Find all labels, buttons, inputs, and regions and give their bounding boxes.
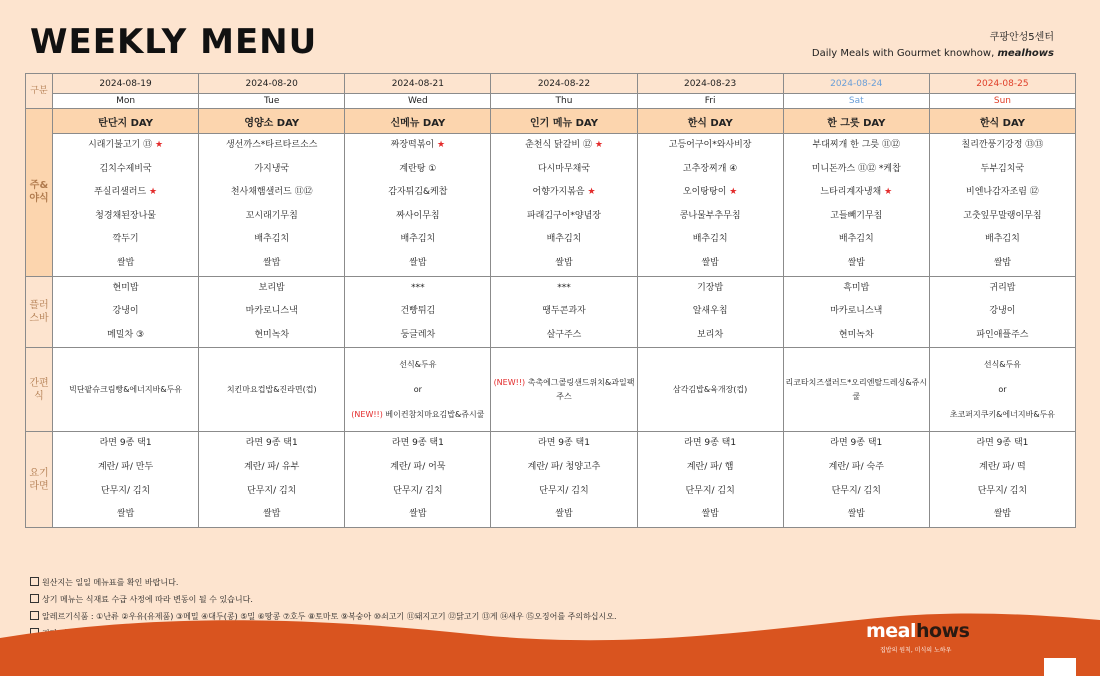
menu-item: 단무지/ 김치 <box>100 485 151 496</box>
menu-item: 계란/ 파/ 청양고추 <box>527 461 601 472</box>
menu-item: 쌀밥 <box>993 509 1012 520</box>
menu-item: 파래김구이*양념장 <box>526 210 602 221</box>
menu-item: 배추김치 <box>546 234 582 245</box>
snack-cell <box>491 348 637 432</box>
menu-item: 기장밥 <box>697 282 724 293</box>
ramen-cell <box>637 432 783 527</box>
theme-cell: 한식 DAY <box>637 109 783 134</box>
menu-item: 미니돈까스 ⑪⑫ *케찹 <box>811 163 901 174</box>
plus-bar-cell <box>345 276 491 348</box>
menu-item: 계란/ 파/ 유부 <box>244 461 300 472</box>
menu-item: 배추김치 <box>692 234 728 245</box>
menu-item: 마카로니스낵 <box>245 306 298 317</box>
menu-item: 배추김치 <box>254 234 290 245</box>
menu-item: 김치수제비국 <box>99 163 152 174</box>
theme-cell: 인기 메뉴 DAY <box>491 109 637 134</box>
menu-item: 오이탕탕이 ★ <box>682 187 738 198</box>
theme-cell: 신메뉴 DAY <box>345 109 491 134</box>
menu-item: 쌀밥 <box>263 257 281 268</box>
ramen-cell <box>929 432 1075 527</box>
category-plus: 플러스바 <box>26 276 53 348</box>
checkbox-icon <box>30 577 39 586</box>
ramen-cell <box>491 432 637 527</box>
menu-item: 알새우칩 <box>692 306 728 317</box>
brand-slogan: 집밥의 원칙, 미식의 노하우 <box>880 647 952 654</box>
menu-item: 파인애플주스 <box>976 329 1029 340</box>
menu-item: 강냉이 <box>112 306 139 317</box>
plus-bar-row <box>26 276 1076 348</box>
plus-bar-cell <box>637 276 783 348</box>
date-cell: 2024-08-21 <box>345 74 491 94</box>
menu-item: 계란/ 파/ 만두 <box>97 461 154 472</box>
menu-item: 느타리계자냉채 ★ <box>820 187 893 198</box>
menu-item: 시래기불고기 ⑬ ★ <box>88 140 164 150</box>
menu-item: 춘천식 닭갈비 ⑫ ★ <box>525 140 603 150</box>
main-meal-cell <box>491 134 637 277</box>
plus-bar-cell <box>783 276 929 348</box>
snack-line: 치킨마요컵밥&진라면(컵) <box>226 384 317 394</box>
category-ramen: 요기라면 <box>26 432 53 527</box>
menu-item: 가지냉국 <box>254 163 290 174</box>
star-icon: ★ <box>436 140 446 150</box>
menu-item: 라면 9종 택1 <box>99 438 152 449</box>
snack-cell <box>929 348 1075 432</box>
main-meal-row <box>26 134 1076 277</box>
snack-cell <box>53 348 199 432</box>
menu-item: 라면 9종 택1 <box>976 438 1029 449</box>
page-title: WEEKLY MENU <box>30 22 318 62</box>
plus-bar-cell <box>491 276 637 348</box>
new-badge: (NEW!!) <box>493 377 526 387</box>
menu-item: 보리차 <box>697 329 724 340</box>
snack-cell <box>783 348 929 432</box>
menu-item: 보리밥 <box>258 282 285 293</box>
tagline-text: Daily Meals with Gourmet knowhow, <box>811 48 995 59</box>
note-item: 상기 메뉴는 식재료 수급 사정에 따라 변동이 될 수 있습니다. <box>30 591 617 608</box>
menu-item: 짜사이무침 <box>396 210 440 221</box>
menu-item: 생선까스*타르타르소스 <box>225 140 318 150</box>
theme-row <box>26 109 1076 134</box>
menu-item: 현미녹차 <box>838 329 874 340</box>
main-meal-cell <box>637 134 783 277</box>
menu-item: 살구주스 <box>546 329 582 340</box>
menu-item: 쌀밥 <box>847 509 865 520</box>
menu-item: 배추김치 <box>985 234 1020 245</box>
menu-item: 쌀밥 <box>555 509 573 520</box>
weekday-cell-saturday: Sat <box>783 94 929 109</box>
center-name: 쿠팡안성5센터 <box>989 32 1054 43</box>
menu-item: 깍두기 <box>112 234 139 245</box>
date-cell: 2024-08-20 <box>199 74 345 94</box>
theme-cell: 영양소 DAY <box>199 109 345 134</box>
snack-line: (NEW!!) 촉촉에그콜링샌드위치&과일팩주스 <box>493 377 635 401</box>
menu-item: 땡두콘과자 <box>542 306 586 317</box>
menu-item: 짜장떡볶이 ★ <box>390 140 446 150</box>
star-icon: ★ <box>884 187 893 198</box>
snack-line: 리코타치즈샐러드*오리엔탈드레싱&쥬시쿨 <box>785 377 928 401</box>
star-icon: ★ <box>729 187 738 198</box>
menu-item: 단무지/ 김치 <box>247 485 297 496</box>
menu-item: 단무지/ 김치 <box>685 485 735 496</box>
menu-item: 현미밥 <box>112 282 139 293</box>
menu-item: 천사채햄샐러드 ⑪⑫ <box>230 187 313 198</box>
main-meal-cell <box>929 134 1075 277</box>
menu-item: 흑미밥 <box>843 282 870 293</box>
date-cell: 2024-08-19 <box>53 74 199 94</box>
menu-item: 귀리밥 <box>989 282 1016 293</box>
plus-bar-cell <box>929 276 1075 348</box>
menu-item: 강냉이 <box>989 306 1016 317</box>
menu-item: 라면 9종 택1 <box>391 438 444 449</box>
menu-item: 두부김치국 <box>980 163 1025 174</box>
snack-row <box>26 348 1076 432</box>
menu-item: 쌀밥 <box>116 509 135 520</box>
menu-item: 둥글레차 <box>400 329 436 340</box>
corner-label: 구분 <box>26 74 53 109</box>
snack-line: 삼각김밥&육개장(컵) <box>672 384 748 394</box>
theme-cell: 탄단지 DAY <box>53 109 199 134</box>
menu-item: 부대찌개 한 그릇 ⑪⑫ <box>812 140 900 150</box>
date-cell-sunday: 2024-08-25 <box>929 74 1075 94</box>
tagline-brand: mealhows <box>997 48 1054 59</box>
brand-logo: mealhows <box>866 620 970 642</box>
note-item: 원산지는 일일 메뉴표를 확인 바랍니다. <box>30 574 617 591</box>
main-meal-cell <box>783 134 929 277</box>
menu-item: 감자튀김&케찹 <box>388 187 448 198</box>
menu-item: 배추김치 <box>400 234 436 245</box>
weekday-cell: Thu <box>491 94 637 109</box>
weekday-cell-sunday: Sun <box>929 94 1075 109</box>
menu-item: 고등어구이*와사비장 <box>668 140 752 150</box>
snack-cell <box>345 348 491 432</box>
menu-item: 단무지/ 김치 <box>539 485 589 496</box>
menu-item: 비엔나감자조림 ⑫ <box>966 187 1039 198</box>
menu-item: 청경채된장나물 <box>95 210 156 221</box>
ramen-cell <box>783 432 929 527</box>
menu-item: 고춧잎무말랭이무침 <box>963 210 1042 221</box>
menu-item: 쌀밥 <box>847 257 865 268</box>
menu-item: 콩나물부추무침 <box>679 210 741 221</box>
date-cell: 2024-08-23 <box>637 74 783 94</box>
menu-item: 푸실리샐러드 ★ <box>94 187 158 198</box>
menu-item: 꼬시래기무침 <box>245 210 298 221</box>
main-meal-cell <box>345 134 491 277</box>
menu-item: 계란/ 파/ 햄 <box>686 461 734 472</box>
category-snack: 간편식 <box>26 348 53 432</box>
menu-item: 라면 9종 택1 <box>830 438 883 449</box>
note-item: 알레르기식품 : ①난류 ②우유(유제품) ③메밀 ④대두(콩) ⑤밀 ⑥땅콩 ⑦호두 ⑧토마토 ⑨복숭아 ⑩쇠고기 ⑪돼지고기 ⑫닭고기 ⑬게 ⑭새우 ⑮오징어를 주의하십시오. <box>30 608 617 625</box>
ramen-cell <box>345 432 491 527</box>
snack-line: 선식&두유 <box>983 359 1021 369</box>
theme-cell: 한 그릇 DAY <box>783 109 929 134</box>
snack-line: 초코퍼지쿠키&에너지바&두유 <box>949 409 1056 419</box>
category-main: 주&야식 <box>26 109 53 277</box>
snack-line: or <box>998 384 1007 394</box>
main-meal-cell <box>53 134 199 277</box>
menu-item: 단무지/ 김치 <box>393 485 443 496</box>
weekday-cell: Fri <box>637 94 783 109</box>
menu-item: 쌀밥 <box>701 257 719 268</box>
menu-item: 라면 9종 택1 <box>684 438 737 449</box>
menu-item: 고추장찌개 ④ <box>682 163 738 174</box>
menu-item: 칠리깐풍기강정 ⑬⑬ <box>961 140 1044 150</box>
weekly-menu-table <box>25 73 1076 528</box>
snack-line: 빅단팥슈크림빵&에너지바&두유 <box>69 384 183 394</box>
menu-item: 현미녹차 <box>254 329 290 340</box>
menu-item: 쌀밥 <box>116 257 135 268</box>
menu-item: 다시마무채국 <box>537 163 591 174</box>
ramen-cell <box>199 432 345 527</box>
star-icon: ★ <box>154 140 164 150</box>
new-badge: (NEW!!) <box>351 409 383 419</box>
menu-item: 계란/ 파/ 어묵 <box>390 461 446 472</box>
menu-item: 쌀밥 <box>263 509 281 520</box>
date-row <box>26 74 1076 94</box>
star-icon: ★ <box>594 140 603 150</box>
menu-item: 마카로니스낵 <box>830 306 883 317</box>
menu-item: *** <box>557 282 571 293</box>
menu-item: 단무지/ 김치 <box>831 485 881 496</box>
menu-item: 어향가지볶음 ★ <box>532 187 596 198</box>
plus-bar-cell <box>53 276 199 348</box>
menu-item: 배추김치 <box>838 234 874 245</box>
menu-item: 계란탕 ① <box>399 163 437 174</box>
menu-item: 계란/ 파/ 숙주 <box>828 461 884 472</box>
weekday-row <box>26 94 1076 109</box>
menu-item: *** <box>411 282 425 293</box>
menu-item: 쌀밥 <box>409 257 427 268</box>
snack-cell <box>637 348 783 432</box>
weekday-cell: Tue <box>199 94 345 109</box>
menu-item: 단무지/ 김치 <box>977 485 1028 496</box>
snack-cell <box>199 348 345 432</box>
star-icon: ★ <box>149 187 158 198</box>
menu-item: 쌀밥 <box>701 509 719 520</box>
date-cell: 2024-08-22 <box>491 74 637 94</box>
date-cell-saturday: 2024-08-24 <box>783 74 929 94</box>
snack-line: or <box>413 384 422 394</box>
menu-item: 쌀밥 <box>555 257 573 268</box>
menu-item: 계란/ 파/ 떡 <box>979 461 1026 472</box>
snack-line: (NEW!!) 베이컨참치마요김밥&쥬시쿨 <box>351 409 485 419</box>
snack-line: 선식&두유 <box>399 359 437 369</box>
main-meal-cell <box>199 134 345 277</box>
plus-bar-cell <box>199 276 345 348</box>
menu-item: 쌀밥 <box>409 509 427 520</box>
menu-item: 메밀차 ③ <box>107 329 145 340</box>
menu-item: 라면 9종 택1 <box>538 438 590 449</box>
theme-cell: 한식 DAY <box>929 109 1075 134</box>
menu-item: 라면 9종 택1 <box>245 438 298 449</box>
menu-item: 건빵튀김 <box>400 306 436 317</box>
tagline <box>812 48 1054 59</box>
menu-item: 쌀밥 <box>993 257 1012 268</box>
weekday-cell: Wed <box>345 94 491 109</box>
star-icon: ★ <box>587 187 596 198</box>
ramen-cell <box>53 432 199 527</box>
ramen-row <box>26 432 1076 527</box>
menu-item: 고들빼기무침 <box>830 210 883 221</box>
weekday-cell: Mon <box>53 94 199 109</box>
